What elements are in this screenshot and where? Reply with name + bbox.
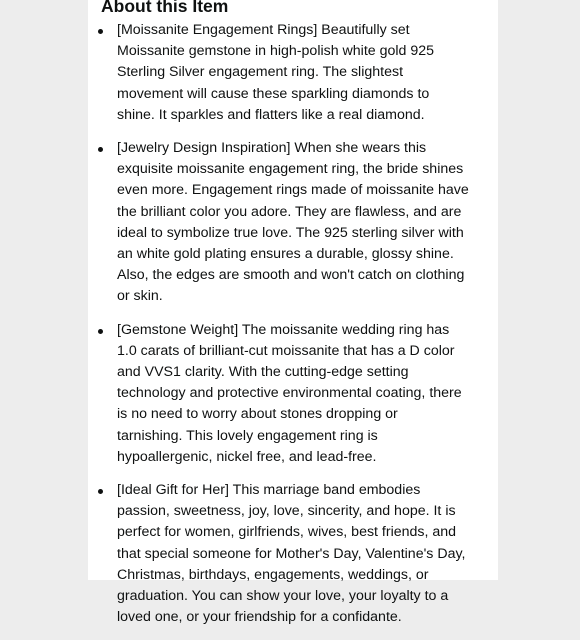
feature-bullet-gemstone-weight	[88, 320, 498, 468]
bullet-dot-icon	[98, 147, 103, 152]
bullet-text: [Gemstone Weight] The moissanite wedding ring has 1.0 carats of brilliant-cut moissanite that has a D color and VVS1 clarity. With the cutting-edge setting technology and protective environmental coating, there is no need to worry about stones dropping or tarnishing. This lovely engagement ring is hypoallergenic, nickel free, and lead-free.	[117, 321, 462, 465]
bullet-text: [Jewelry Design Inspiration] When she wears this exquisite moissanite engagement ring, the bride shines even more. Engagement rings made of moissanite have the brilliant color you adore. They are flawless, and are ideal to symbolize true love. The 925 sterling silver with an white gold plating ensures a durable, glossy shine. Also, the edges are smooth and won't catch on clothing or skin.	[117, 140, 469, 305]
feature-bullet-moissanite-engagement-rings	[88, 20, 498, 126]
feature-bullet-list	[88, 20, 498, 640]
bullet-dot-icon	[98, 489, 103, 494]
bullet-dot-icon	[98, 329, 103, 334]
bullet-dot-icon	[98, 29, 103, 34]
about-item-panel	[88, 0, 498, 626]
bullet-text: [Moissanite Engagement Rings] Beautifully set Moissanite gemstone in high-polish white gold 925 Sterling Silver engagement ring. The slightest movement will cause these sparkling diamonds to shine. It sparkles and flatters like a real diamond.	[117, 22, 435, 123]
section-title: About this Item	[101, 0, 229, 16]
feature-bullet-jewelry-design-inspiration	[88, 138, 498, 308]
bullet-text: [Ideal Gift for Her] This marriage band embodies passion, sweetness, joy, love, sincerity, and hope. It is perfect for women, girlfriends, wives, best friends, and that special someone for Mother's Day, Valentine's Day, Christmas, birthdays, engagements, weddings, or graduation. You can show your love, your loyalty to a loved one, or your friendship for a confidante.	[117, 482, 466, 626]
feature-bullet-ideal-gift-for-her	[88, 480, 498, 628]
